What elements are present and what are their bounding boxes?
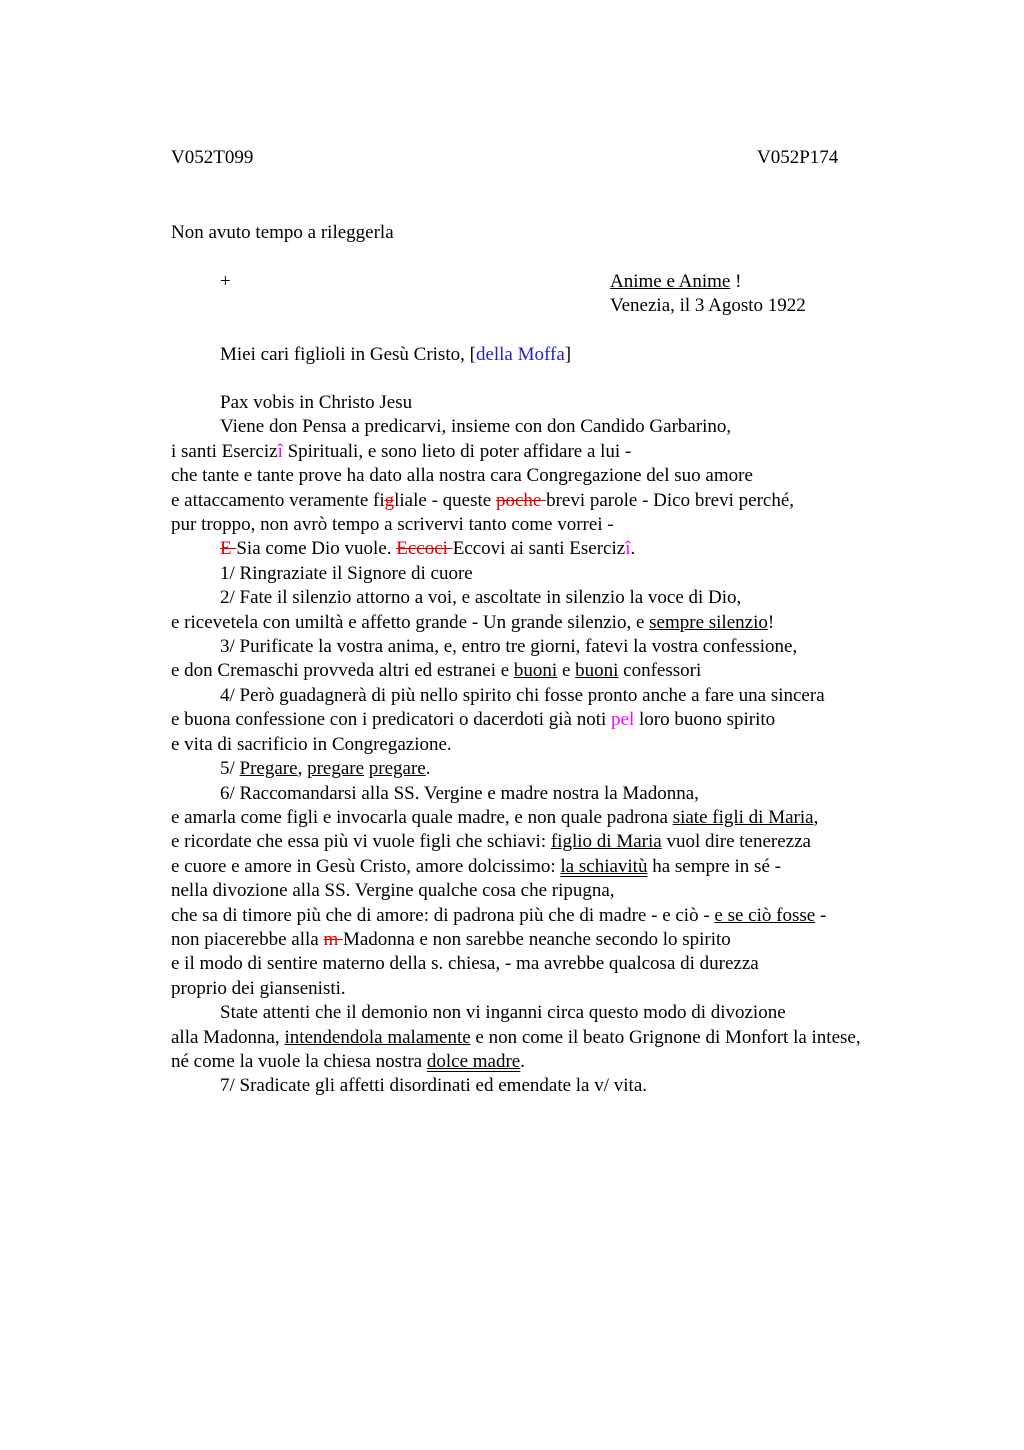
underlined-text: e se ciò fosse [714, 904, 816, 926]
body-segment: ! [767, 611, 775, 633]
header-left-code: V052T099 [171, 147, 254, 168]
body-segment: Sia come Dio vuole. [236, 538, 397, 560]
body-line [171, 659, 891, 683]
body-segment: , [297, 758, 308, 780]
underlined-text: siate figli di Maria [672, 806, 814, 828]
body-line: 1/ Ringraziate il Signore di cuore [220, 562, 473, 584]
body-segment: e amarla come figli e invocarla quale madre, e non quale padrona [171, 806, 673, 828]
body-segment: Madonna e non sarebbe neanche secondo lo spirito [342, 928, 731, 950]
body-segment: Eccovi ai santi Esercizî [452, 538, 631, 560]
body-line [171, 928, 891, 952]
body-segment: vuol dire tenerezza [661, 831, 811, 853]
note: Non avuto tempo a rileggerla [171, 222, 394, 243]
body-line [171, 904, 891, 928]
body-line [171, 830, 891, 854]
body-line: 7/ Sradicate gli affetti disordinati ed emendate la v/ vita. [220, 1075, 648, 1097]
motto-text: Anime e Anime [610, 271, 731, 292]
body-segment: brevi parole - Dico brevi perché, [546, 489, 795, 511]
body-segment: ha sempre in sé - [647, 855, 781, 877]
deleted-text: g [384, 489, 395, 511]
underlined-text: Pregare [239, 758, 298, 780]
body-line: nella divozione alla SS. Vergine qualche cosa che ripugna, [171, 880, 615, 902]
body-segment: liale - queste [394, 489, 496, 511]
body-line [171, 806, 891, 830]
body-segment: 5/ [220, 758, 240, 780]
deleted-text: m [323, 928, 343, 950]
salutation-text: Miei cari figlioli in Gesù Cristo, [ [220, 344, 476, 365]
body-segment: confessori [618, 660, 702, 682]
body-segment: e non come il beato Grignone di Monfort la intese, [470, 1026, 861, 1048]
motto-suffix: ! [730, 271, 742, 292]
letter-body [171, 391, 891, 1099]
body-line: 3/ Purificate la vostra anima, e, entro tre giorni, fatevi la vostra confessione, [220, 636, 798, 658]
body-segment: . [630, 538, 636, 560]
body-segment: i santi Esercizî [171, 440, 283, 462]
body-line [171, 611, 891, 635]
inserted-text: pel [611, 709, 635, 731]
body-line: e vita di sacrificio in Congregazione. [171, 733, 452, 755]
body-segment: . [425, 758, 431, 780]
motto [610, 270, 741, 294]
body-line [171, 855, 891, 879]
body-line: 2/ Fate il silenzio attorno a voi, e ascoltate in silenzio la voce di Dio, [220, 587, 742, 609]
underlined-text: buoni [575, 660, 619, 682]
body-line: 6/ Raccomandarsi alla SS. Vergine e madre nostra la Madonna, [220, 782, 699, 804]
body-line [171, 1026, 871, 1050]
body-line: Pax vobis in Christo Jesu [220, 392, 413, 413]
body-segment: e cuore e amore in Gesù Cristo, amore dolcissimo: [171, 855, 561, 877]
underlined-text: sempre silenzio [649, 611, 768, 633]
underlined-text: pregare [307, 758, 365, 780]
body-segment: che sa di timore più che di amore: di padrona più che di madre - e ciò - [171, 904, 715, 926]
header-right-code: V052P174 [757, 147, 839, 168]
deleted-text: E [220, 538, 237, 560]
body-segment: loro buono spirito [634, 709, 776, 731]
inserted-text: î [625, 538, 631, 560]
body-segment: Spirituali, e sono lieto di poter affidare a lui - [282, 440, 632, 462]
body-segment: alla Madonna, [171, 1026, 285, 1048]
deleted-text: poche [495, 489, 547, 511]
underlined-text: buoni [513, 660, 558, 682]
body-segment: e buona confessione con i predicatori o dacerdoti già noti [171, 709, 612, 731]
body-line [171, 440, 891, 464]
body-segment: e [557, 660, 576, 682]
body-line: Viene don Pensa a predicarvi, insieme con don Candido Garbarino, [220, 416, 732, 438]
deleted-text: Eccoci [396, 538, 453, 560]
cross: + [220, 271, 231, 292]
salutation-bracket-name: della Moffa [475, 344, 565, 365]
inserted-text: î [277, 440, 283, 462]
body-segment: - [815, 904, 827, 926]
place-date: Venezia, il 3 Agosto 1922 [610, 295, 806, 316]
body-line: 4/ Però guadagnerà di più nello spirito chi fosse pronto anche a fare una sincera [220, 684, 825, 706]
body-segment: e attaccamento veramente fi [171, 489, 385, 511]
body-line: proprio dei giansenisti. [171, 977, 346, 999]
body-segment: e ricevetela con umiltà e affetto grande - Un grande silenzio, e [171, 611, 650, 633]
underlined-text: intendendola malamente [284, 1026, 471, 1048]
underlined-text: pregare [368, 758, 426, 780]
underlined-text: figlio di Maria [550, 831, 662, 853]
underlined-text: la schiavitù [560, 855, 648, 877]
salutation-close: ] [564, 344, 572, 365]
body-segment: , [813, 806, 819, 828]
body-line: che tante e tante prove ha dato alla nostra cara Congregazione del suo amore [171, 465, 753, 487]
body-line: pur troppo, non avrò tempo a scrivervi tanto come vorrei - [171, 514, 614, 536]
body-line: State attenti che il demonio non vi inganni circa questo modo di divozione [220, 1002, 786, 1024]
body-line [171, 489, 891, 513]
body-line [171, 1050, 891, 1074]
underlined-text: dolce madre [426, 1050, 521, 1072]
salutation [220, 343, 571, 367]
body-line [171, 537, 891, 561]
body-segment: e ricordate che essa più vi vuole figli che schiavi: [171, 831, 551, 853]
body-line: e il modo di sentire materno della s. chiesa, - ma avrebbe qualcosa di durezza [171, 953, 759, 975]
body-segment: né come la vuole la chiesa nostra [171, 1050, 427, 1072]
body-line [171, 757, 891, 781]
body-line [171, 708, 891, 732]
body-segment: non piacerebbe alla [171, 928, 324, 950]
body-segment: . [520, 1050, 525, 1072]
body-segment: e don Cremaschi provveda altri ed estranei e [171, 660, 514, 682]
